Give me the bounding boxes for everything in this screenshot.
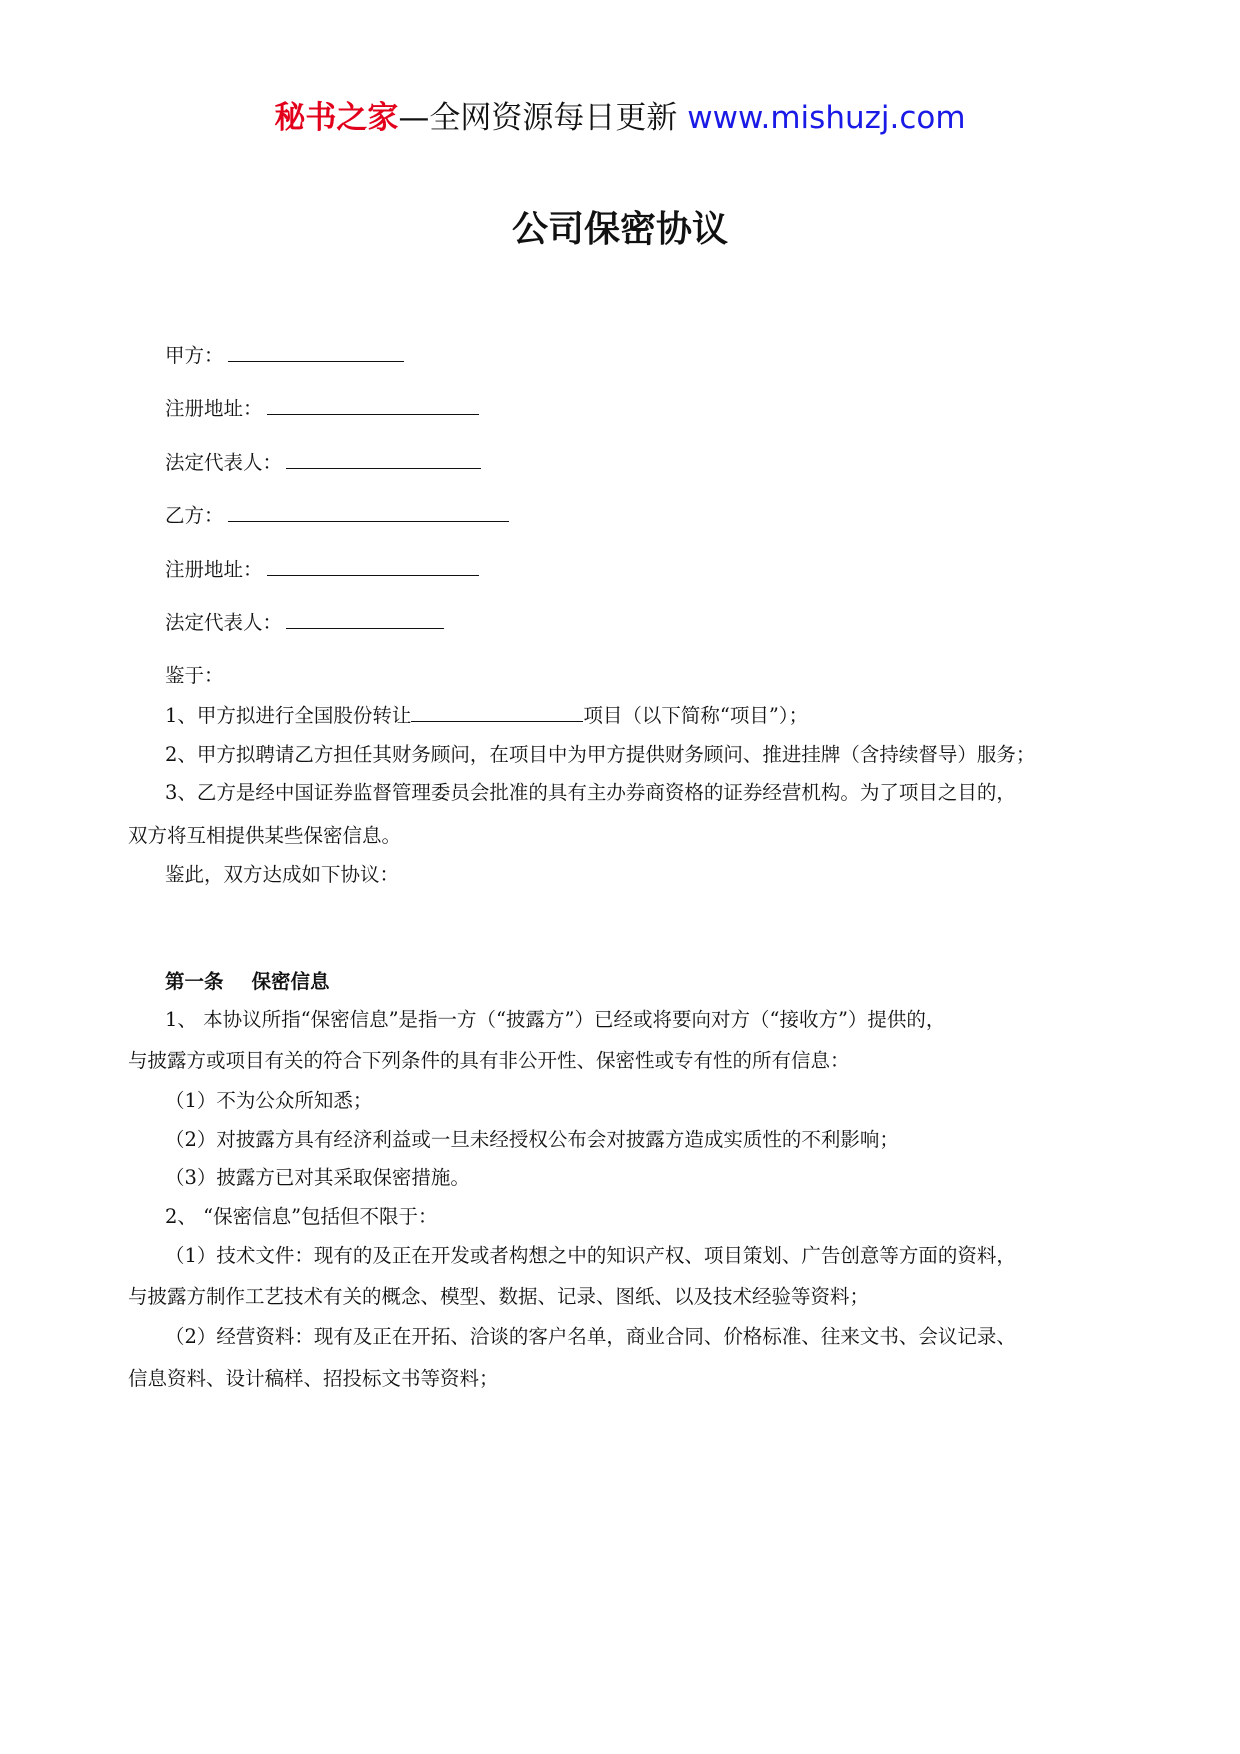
type-2-line1: （2）经营资料：现有及正在开拓、洽谈的客户名单，商业合同、价格标准、往来文书、会议记录、 (165, 1325, 1016, 1348)
article-1-title: 保密信息 (251, 970, 330, 993)
article-1-p1-line2: 与披露方或项目有关的符合下列条件的具有非公开性、保密性或专有性的所有信息： (128, 1049, 850, 1072)
reg-addr-a-line (165, 395, 479, 423)
article-1-heading (165, 968, 330, 996)
article-1-number: 第一条 (165, 970, 224, 993)
site-header (0, 98, 1240, 138)
reg-addr-b-line (165, 556, 479, 584)
recital-1 (165, 702, 808, 730)
recitals-intro: 鉴于： (165, 664, 224, 687)
legal-rep-b-line (165, 609, 444, 637)
legal-rep-b-label: 法定代表人： (165, 611, 283, 634)
brand-name: 秘书之家 (274, 100, 399, 136)
type-1-line1: （1）技术文件：现有的及正在开发或者构想之中的知识产权、项目策划、广告创意等方面的资料， (165, 1244, 1016, 1267)
reg-addr-a-label: 注册地址： (165, 397, 263, 420)
recitals-conclusion: 鉴此，双方达成如下协议： (165, 863, 400, 886)
project-name-blank (411, 703, 583, 722)
recital-2: 2、甲方拟聘请乙方担任其财务顾问，在项目中为甲方提供财务顾问、推进挂牌（含持续督导）服务； (165, 743, 1036, 766)
reg-addr-b-label: 注册地址： (165, 558, 263, 581)
condition-3: （3）披露方已对其采取保密措施。 (165, 1166, 470, 1189)
document-title: 公司保密协议 (511, 209, 728, 250)
party-a-blank (228, 343, 404, 362)
recital-1-text: 1、甲方拟进行全国股份转让 (165, 704, 412, 727)
party-a-label: 甲方： (165, 344, 224, 367)
legal-rep-b-blank (286, 610, 444, 629)
slogan: —全网资源每日更新 (398, 100, 688, 136)
recital-3-line1: 3、乙方是经中国证券监督管理委员会批准的具有主办券商资格的证券经营机构。为了项目之目的， (165, 781, 1016, 804)
article-1-p1-line1: 1、 本协议所指“保密信息”是指一方（“披露方”）已经或将要向对方（“接收方”）提供的， (165, 1008, 946, 1031)
party-a-line (165, 342, 404, 370)
type-1-line2: 与披露方制作工艺技术有关的概念、模型、数据、记录、图纸、以及技术经验等资料； (128, 1285, 870, 1308)
legal-rep-a-label: 法定代表人： (165, 451, 283, 474)
article-1-p2: 2、 “保密信息”包括但不限于： (165, 1205, 438, 1228)
party-b-line (165, 502, 509, 530)
condition-1: （1）不为公众所知悉； (165, 1089, 373, 1112)
legal-rep-a-blank (286, 450, 481, 469)
site-url[interactable]: www.mishuzj.com (687, 100, 966, 136)
reg-addr-a-blank (267, 396, 479, 415)
party-b-label: 乙方： (165, 504, 224, 527)
reg-addr-b-blank (267, 557, 479, 576)
recital-1-suffix: 项目（以下简称“项目”）； (583, 704, 809, 727)
recital-3-line2: 双方将互相提供某些保密信息。 (128, 824, 402, 847)
legal-rep-a-line (165, 449, 481, 477)
condition-2: （2）对披露方具有经济利益或一旦未经授权公布会对披露方造成实质性的不利影响； (165, 1128, 899, 1151)
type-2-line2: 信息资料、设计稿样、招投标文书等资料； (128, 1367, 499, 1390)
party-b-blank (228, 503, 509, 522)
